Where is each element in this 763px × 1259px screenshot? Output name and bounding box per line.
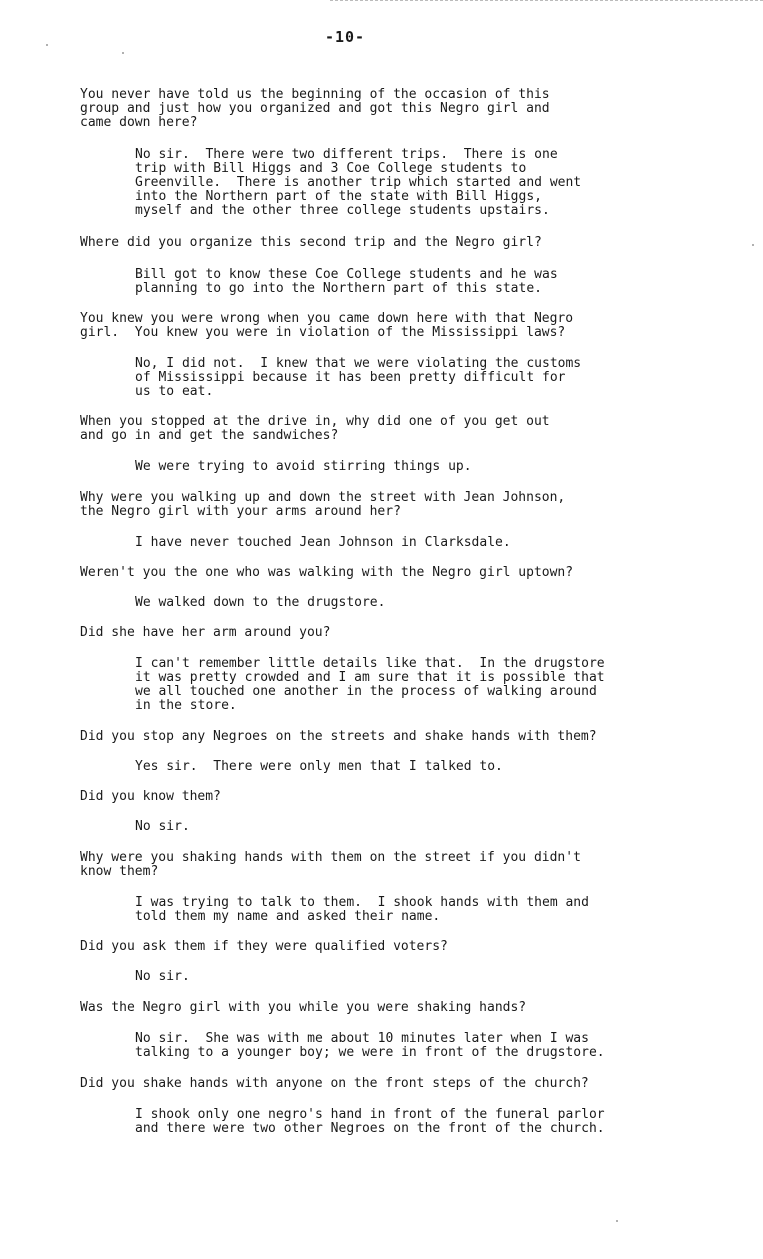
question-paragraph: Did she have her arm around you?	[80, 625, 331, 640]
scan-speck	[46, 44, 48, 46]
answer-paragraph: No sir.	[135, 819, 190, 834]
answer-paragraph: I was trying to talk to them. I shook hands with them and told them my name and asked their name.	[135, 895, 589, 924]
answer-paragraph: No sir. There were two different trips. There is one trip with Bill Higgs and 3 Coe College students to Greenville. There is another trip which started and went into the Northern part of the state with Bill Higgs, myself and the other three college students upstairs.	[135, 147, 582, 218]
scan-speck	[752, 244, 754, 246]
question-paragraph: Did you stop any Negroes on the streets and shake hands with them?	[80, 729, 597, 744]
answer-paragraph: I can't remember little details like that. In the drugstore it was pretty crowded and I am sure that it is possible that we all touched one another in the process of walking around in the store.	[135, 656, 605, 713]
question-paragraph: Did you ask them if they were qualified voters?	[80, 939, 448, 954]
answer-paragraph: We were trying to avoid stirring things up.	[135, 459, 472, 474]
answer-paragraph: I have never touched Jean Johnson in Clarksdale.	[135, 535, 511, 550]
answer-paragraph: Bill got to know these Coe College students and he was planning to go into the Northern part of this state.	[135, 267, 558, 296]
question-paragraph: Why were you shaking hands with them on the street if you didn't know them?	[80, 850, 581, 879]
question-paragraph: Was the Negro girl with you while you were shaking hands?	[80, 1000, 527, 1015]
question-paragraph: Did you shake hands with anyone on the front steps of the church?	[80, 1076, 589, 1091]
page-number: -10-	[324, 28, 366, 46]
scan-speck	[122, 52, 124, 54]
answer-paragraph: We walked down to the drugstore.	[135, 595, 386, 610]
question-paragraph: Why were you walking up and down the street with Jean Johnson, the Negro girl with your arms around her?	[80, 490, 566, 519]
answer-paragraph: No sir. She was with me about 10 minutes later when I was talking to a younger boy; we were in front of the drugstore.	[135, 1031, 605, 1060]
question-paragraph: You knew you were wrong when you came down here with that Negro girl. You knew you were in violation of the Mississippi laws?	[80, 311, 574, 340]
question-paragraph: Weren't you the one who was walking with the Negro girl uptown?	[80, 565, 574, 580]
answer-paragraph: No, I did not. I knew that we were violating the customs of Mississippi because it has been pretty difficult for us to eat.	[135, 356, 582, 399]
answer-paragraph: I shook only one negro's hand in front of the funeral parlor and there were two other Negroes on the front of the church.	[135, 1107, 605, 1136]
question-paragraph: Where did you organize this second trip and the Negro girl?	[80, 235, 542, 250]
question-paragraph: Did you know them?	[80, 789, 221, 804]
question-paragraph: When you stopped at the drive in, why did one of you get out and go in and get the sandwiches?	[80, 414, 550, 443]
answer-paragraph: No sir.	[135, 969, 190, 984]
question-paragraph: You never have told us the beginning of the occasion of this group and just how you organized and got this Negro girl and came down here?	[80, 87, 550, 130]
answer-paragraph: Yes sir. There were only men that I talked to.	[135, 759, 503, 774]
page-top-edge	[330, 0, 763, 5]
scan-speck	[616, 1220, 618, 1222]
transcript-body	[80, 88, 680, 1136]
